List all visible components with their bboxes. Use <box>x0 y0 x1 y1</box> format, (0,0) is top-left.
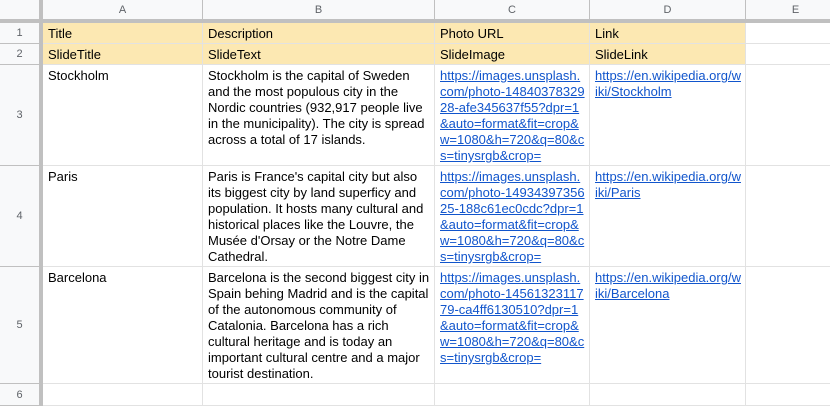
cell-b3[interactable]: Stockholm is the capital of Sweden and the most populous city in the Nordic countries (932,917 people live in the municipality). The city is spread across a total of 17 islands. <box>203 65 435 166</box>
cell-b4[interactable]: Paris is France's capital city but also its biggest city by land superficy and population. It hosts many cultural and historical places like the Louvre, the Musée d'Orsay or the Notre Dame Cathedral. <box>203 166 435 267</box>
cell-b2[interactable]: SlideText <box>203 44 435 65</box>
cell-a5[interactable]: Barcelona <box>43 267 203 384</box>
cell-c2[interactable]: SlideImage <box>435 44 590 65</box>
photo-url-link[interactable]: https://images.unsplash.com/photo-1484037832928-afe345637f55?dpr=1&auto=format&fit=crop&w=1080&h=720&q=80&cs=tinysrgb&crop= <box>440 68 585 163</box>
cell-b1[interactable]: Description <box>203 23 435 44</box>
cell-d1[interactable]: Link <box>590 23 746 44</box>
cell-a6[interactable] <box>43 384 203 406</box>
wikipedia-link[interactable]: https://en.wikipedia.org/wiki/Barcelona <box>595 270 741 301</box>
row-header-4[interactable]: 4 <box>0 166 43 267</box>
cell-a4[interactable]: Paris <box>43 166 203 267</box>
cell-c6[interactable] <box>435 384 590 406</box>
column-header-a[interactable]: A <box>43 0 203 23</box>
cell-d3[interactable] <box>590 65 746 166</box>
cell-d4[interactable] <box>590 166 746 267</box>
row-header-5[interactable]: 5 <box>0 267 43 384</box>
cell-e3[interactable] <box>746 65 830 166</box>
column-header-b[interactable]: B <box>203 0 435 23</box>
cell-e1[interactable] <box>746 23 830 44</box>
cell-e5[interactable] <box>746 267 830 384</box>
column-header-d[interactable]: D <box>590 0 746 23</box>
cell-b5[interactable]: Barcelona is the second biggest city in Spain behing Madrid and is the capital of the autonomous community of Catalonia. Barcelona has a rich cultural heritage and is today an important cultural centre and a major tourist destination. <box>203 267 435 384</box>
cell-e2[interactable] <box>746 44 830 65</box>
cell-e4[interactable] <box>746 166 830 267</box>
select-all-corner[interactable] <box>0 0 43 23</box>
photo-url-link[interactable]: https://images.unsplash.com/photo-1456132311779-ca4ff6130510?dpr=1&auto=format&fit=crop&w=1080&h=720&q=80&cs=tinysrgb&crop= <box>440 270 585 365</box>
cell-a2[interactable]: SlideTitle <box>43 44 203 65</box>
column-header-e[interactable]: E <box>746 0 830 23</box>
photo-url-link[interactable]: https://images.unsplash.com/photo-1493439735625-188c61ec0cdc?dpr=1&auto=format&fit=crop&w=1080&h=720&q=80&cs=tinysrgb&crop= <box>440 169 585 264</box>
row-header-6[interactable]: 6 <box>0 384 43 406</box>
cell-c4[interactable] <box>435 166 590 267</box>
cell-e6[interactable] <box>746 384 830 406</box>
column-header-c[interactable]: C <box>435 0 590 23</box>
row-header-3[interactable]: 3 <box>0 65 43 166</box>
cell-a1[interactable]: Title <box>43 23 203 44</box>
row-header-1[interactable]: 1 <box>0 23 43 44</box>
cell-c1[interactable]: Photo URL <box>435 23 590 44</box>
cell-a3[interactable]: Stockholm <box>43 65 203 166</box>
cell-b6[interactable] <box>203 384 435 406</box>
cell-d6[interactable] <box>590 384 746 406</box>
cell-c5[interactable] <box>435 267 590 384</box>
row-header-2[interactable]: 2 <box>0 44 43 65</box>
cell-d2[interactable]: SlideLink <box>590 44 746 65</box>
cell-c3[interactable] <box>435 65 590 166</box>
wikipedia-link[interactable]: https://en.wikipedia.org/wiki/Paris <box>595 169 741 200</box>
cell-d5[interactable] <box>590 267 746 384</box>
wikipedia-link[interactable]: https://en.wikipedia.org/wiki/Stockholm <box>595 68 741 99</box>
